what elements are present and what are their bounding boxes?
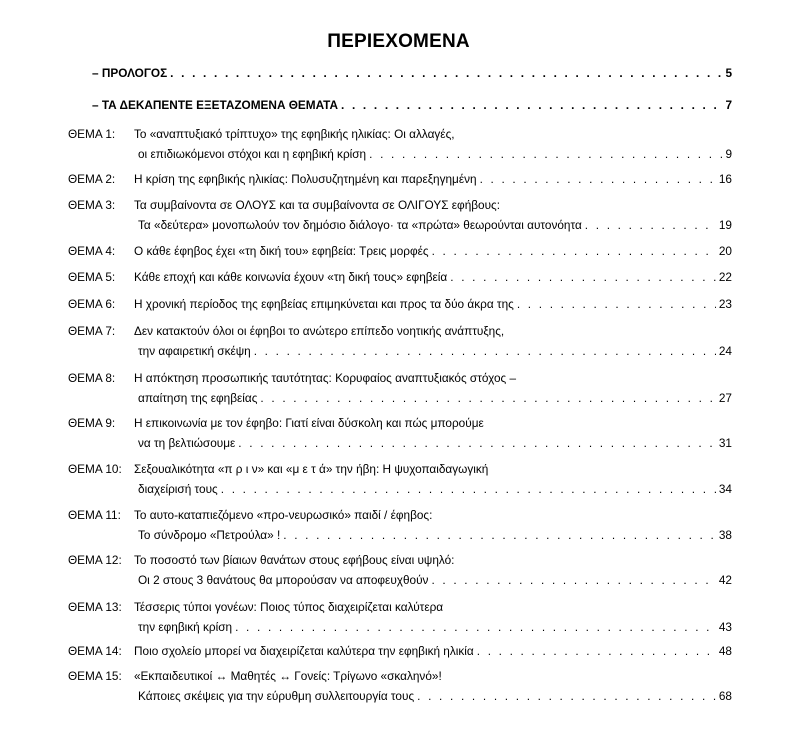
topic-title-line2 <box>138 619 732 635</box>
topic-title-line2 <box>138 435 732 451</box>
topic-title-text: Η χρονική περίοδος της εφηβείας επιμηκύνεται και προς τα δύο άκρα της <box>134 297 514 311</box>
leader-dots <box>341 97 722 113</box>
topic-title-text: Οι 2 στους 3 θανάτους θα μπορούσαν να αποφευχθούν <box>138 573 429 587</box>
toc-page-number: 24 <box>718 344 732 358</box>
topic-title-text: Η κρίση της εφηβικής ηλικίας: Πολυσυζητημένη και παρεξηγημένη <box>134 172 477 186</box>
toc-page-number: 5 <box>725 66 732 80</box>
topic-number: ΘΕΜΑ 2: <box>68 172 116 186</box>
topic-title-text: Τα συμβαίνοντα σε ΟΛΟΥΣ και τα συμβαίνοντα σε ΟΛΙΓΟΥΣ εφήβους: <box>134 198 501 212</box>
topic-title-text: απαίτηση της εφηβείας <box>138 391 258 405</box>
topic-title-text: Το ποσοστό των βίαιων θανάτων στους εφήβους είναι υψηλό: <box>134 553 455 567</box>
topic-number: ΘΕΜΑ 5: <box>68 270 116 284</box>
leader-dots <box>260 390 715 406</box>
topic-number: ΘΕΜΑ 8: <box>68 371 116 385</box>
topic-title-text: να τη βελτιώσουμε <box>138 436 236 450</box>
topic-title-line2 <box>138 146 732 162</box>
topic-title-line2 <box>138 390 732 406</box>
toc-page-number: 20 <box>718 244 732 258</box>
topic-title-text: Το σύνδρομο «Πετρούλα» ! <box>138 528 281 542</box>
toc-page-number: 23 <box>718 297 732 311</box>
toc-page-number: 34 <box>718 482 732 496</box>
toc-page-number: 27 <box>718 391 732 405</box>
topic-title-text: Ο κάθε έφηβος έχει «τη δική του» εφηβεία: Τρεις μορφές <box>134 244 429 258</box>
leader-dots <box>221 481 716 497</box>
topic-number: ΘΕΜΑ 9: <box>68 416 116 430</box>
leader-dots <box>283 527 716 543</box>
topic-title-text: Κάθε εποχή και κάθε κοινωνία έχουν «τη δική τους» εφηβεία <box>134 270 448 284</box>
toc-entry-prologue <box>92 65 732 81</box>
leader-dots <box>369 146 722 162</box>
topic-title-text: Ποιο σχολείο μπορεί να διαχειρίζεται καλύτερα την εφηβική ηλικία <box>134 644 474 658</box>
topic-title-line2 <box>134 171 732 187</box>
topic-number: ΘΕΜΑ 15: <box>68 669 122 683</box>
topic-title-text: Τα «δεύτερα» μονοπωλούν τον δημόσιο διάλογο· τα «πρώτα» θεωρούνται αυτονόητα <box>138 218 582 232</box>
topic-title-line2 <box>138 217 732 233</box>
topic-title-line1 <box>134 552 734 568</box>
topic-title-text: Το «αναπτυξιακό τρίπτυχο» της εφηβικής ηλικίας: Οι αλλαγές, <box>134 127 455 141</box>
toc-page-number: 19 <box>718 218 732 232</box>
leader-dots <box>417 688 716 704</box>
toc-page-number: 31 <box>718 436 732 450</box>
toc-page-number: 43 <box>718 620 732 634</box>
topic-number: ΘΕΜΑ 13: <box>68 600 122 614</box>
topic-title-line1 <box>134 461 734 477</box>
topic-number: ΘΕΜΑ 1: <box>68 127 116 141</box>
topic-title-line2 <box>134 269 732 285</box>
topic-title-line1 <box>134 323 734 339</box>
topic-number: ΘΕΜΑ 11: <box>68 508 121 522</box>
leader-dots <box>450 269 716 285</box>
topic-title-line2 <box>134 643 732 659</box>
leader-dots <box>432 243 716 259</box>
leader-dots <box>480 171 716 187</box>
topic-title-line1 <box>134 197 734 213</box>
topic-title-text: Σεξουαλικότητα «π ρ ι ν» και «μ ε τ ά» την ήβη: Η ψυχοπαιδαγωγική <box>134 462 489 476</box>
toc-page-number: 9 <box>725 147 732 161</box>
topic-title-text: την αφαιρετική σκέψη <box>138 344 251 358</box>
leader-dots <box>585 217 716 233</box>
toc-page-number: 68 <box>718 689 732 703</box>
topic-title-text: οι επιδιωκόμενοι στόχοι και η εφηβική κρίση <box>138 147 367 161</box>
topic-number: ΘΕΜΑ 10: <box>68 462 122 476</box>
topic-title-text: Δεν κατακτούν όλοι οι έφηβοι το ανώτερο επίπεδο νοητικής ανάπτυξης, <box>134 324 505 338</box>
topic-number: ΘΕΜΑ 3: <box>68 198 116 212</box>
topic-title-line1 <box>134 126 734 142</box>
leader-dots <box>254 343 716 359</box>
toc-page-number: 22 <box>718 270 732 284</box>
toc-entry-topics <box>92 97 732 113</box>
topic-number: ΘΕΜΑ 12: <box>68 553 122 567</box>
toc-page-number: 38 <box>718 528 732 542</box>
leader-dots <box>235 619 716 635</box>
topic-title-line2 <box>138 572 732 588</box>
topic-number: ΘΕΜΑ 4: <box>68 244 116 258</box>
leader-dots <box>170 65 722 81</box>
topic-title-line2 <box>134 243 732 259</box>
topic-title-line2 <box>138 527 732 543</box>
topic-title-text: «Εκπαιδευτικοί ↔ Μαθητές ↔ Γονείς: Τρίγωνο «σκαληνό»! <box>134 669 442 683</box>
toc-page-number: 48 <box>718 644 732 658</box>
topic-title-line2 <box>138 688 732 704</box>
page-title: ΠΕΡΙΕΧΟΜΕΝΑ <box>327 31 470 52</box>
toc-entry-label: – ΤΑ ΔΕΚΑΠΕΝΤΕ ΕΞΕΤΑΖΟΜΕΝΑ ΘΕΜΑΤΑ <box>92 98 339 112</box>
topic-number: ΘΕΜΑ 14: <box>68 644 122 658</box>
topic-title-text: Το αυτο-καταπιεζόμενο «προ-νευρωσικό» παιδί / έφηβος: <box>134 508 433 522</box>
topic-number: ΘΕΜΑ 7: <box>68 324 116 338</box>
leader-dots <box>431 572 715 588</box>
toc-entry-label: – ΠΡΟΛΟΓΟΣ <box>92 66 168 80</box>
leader-dots <box>238 435 716 451</box>
topic-title-text: Η απόκτηση προσωπικής ταυτότητας: Κορυφαίος αναπτυξιακός στόχος – <box>134 371 517 385</box>
leader-dots <box>477 643 716 659</box>
topic-title-line1 <box>134 507 734 523</box>
topic-title-line1 <box>134 599 734 615</box>
topic-title-line1 <box>134 415 734 431</box>
topic-number: ΘΕΜΑ 6: <box>68 297 116 311</box>
toc-page-number: 7 <box>725 98 732 112</box>
leader-dots <box>517 296 716 312</box>
topic-title-line1 <box>134 668 734 684</box>
topic-title-text: διαχείρισή τους <box>138 482 218 496</box>
toc-page-number: 16 <box>718 172 732 186</box>
topic-title-text: Η επικοινωνία με τον έφηβο: Γιατί είναι δύσκολη και πώς μπορούμε <box>134 416 484 430</box>
topic-title-line1 <box>134 370 734 386</box>
topic-title-text: την εφηβική κρίση <box>138 620 233 634</box>
topic-title-line2 <box>138 481 732 497</box>
toc-page-number: 42 <box>718 573 732 587</box>
topic-title-text: Κάποιες σκέψεις για την εύρυθμη συλλειτουργία τους <box>138 689 415 703</box>
topic-title-line2 <box>138 343 732 359</box>
topic-title-text: Τέσσερις τύποι γονέων: Ποιος τύπος διαχειρίζεται καλύτερα <box>134 600 444 614</box>
topic-title-line2 <box>134 296 732 312</box>
